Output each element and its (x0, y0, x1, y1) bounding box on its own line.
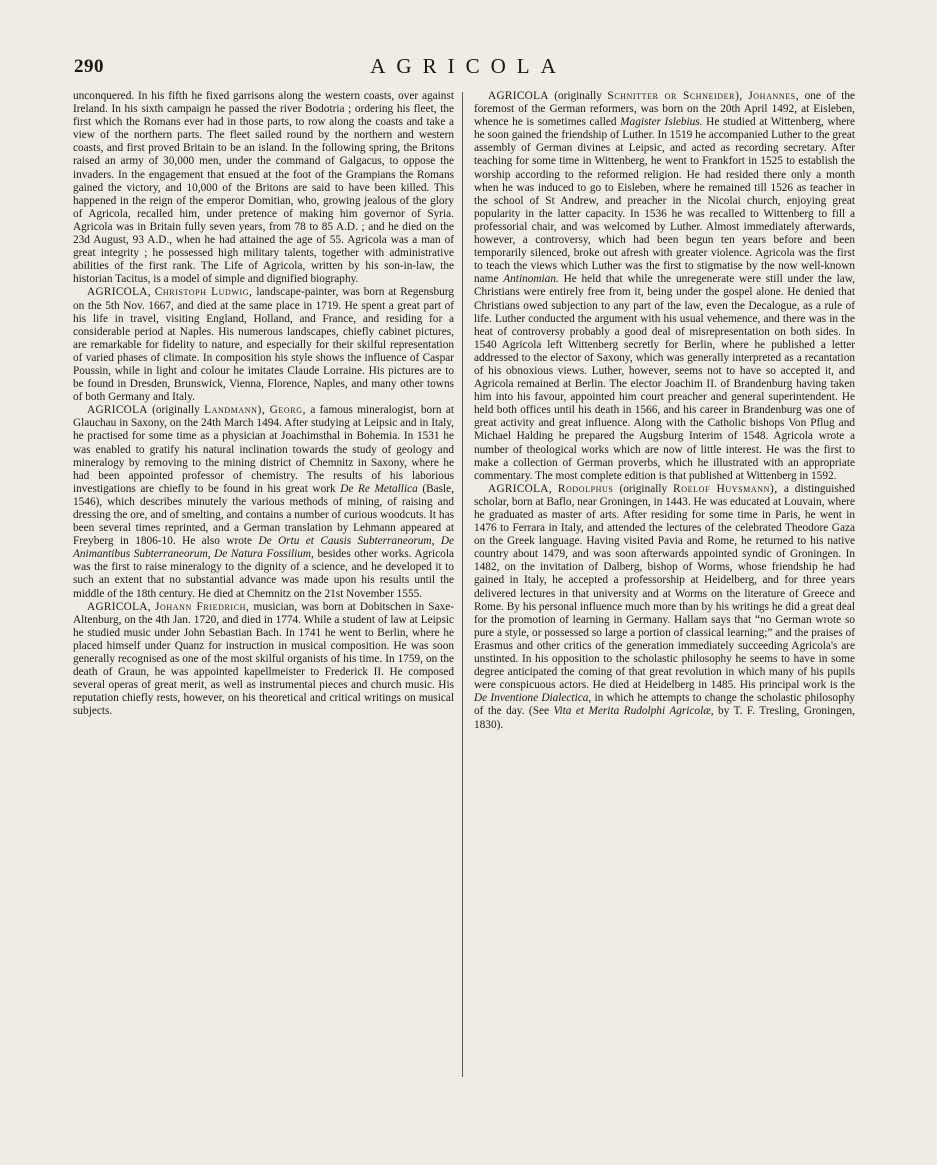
entry-head: AGRICOLA, (87, 600, 151, 613)
entry-name: Christoph Ludwig, (154, 286, 253, 299)
article-johann-friedrich: AGRICOLA, Johann Friedrich, musician, was born at Dobitschen in Saxe-Altenburg, on the 4th Jan. 1720, and died in 1774. While a student of law at Leipsic he studied music under John Sebastian Bach. In 1741 he went to Berlin, where he placed himself under Quanz for instruction in musical composition. He was soon generally recognised as one of the most skilful organists of his time. In 1759, on the death of Graun, he was appointed kapellmeister to Frederick II. He composed several operas of great merit, as well as instrumental pieces and church music. His reputation chiefly rests, however, on his theoretical and critical writings on musical subjects. (73, 600, 455, 718)
entry-head: AGRICOLA (488, 90, 549, 102)
work-title: Antinomian. (503, 273, 559, 286)
work-title: Vita et Merita Rudolphi Agricolæ, (553, 705, 714, 718)
column-divider (462, 92, 463, 1077)
article-georg: AGRICOLA (originally Landmann), Georg, a famous mineralogist, born at Glauchau in Saxony, on the 24th March 1494. After studying at Leipsic and in Italy, he practised for some time as a physician at Joachimsthal in Bohemia. In 1531 he was enabled to gratify his natural inclination towards the study of geology and mineralogy by removing to the mining district of Chemnitz in Saxony, where he had been appointed professor of chemistry. The results of his laborious investigations are chiefly to be found in his great work De Re Metallica (Basle, 1546), which describes minutely the various methods of mining, of raising and dressing the ore, and of smelting, and contains a number of curious woodcuts. It has been several times reprinted, and a German translation by Lehmann appeared at Freyberg in 1806-10. He also wrote De Ortu et Causis Subterraneorum, De Animantibus Subterraneorum, De Natura Fossilium, besides other works. Agricola was the first to raise mineralogy to the dignity of a science, and he developed it to such an extent that no substantial advance was made upon his results until the middle of the 18th century. He died at Chemnitz on the 21st November 1555. (73, 404, 455, 600)
work-title: De Ortu et Causis Subterraneorum, De Animantibus Subterraneorum, De Natura Fossilium, (73, 535, 454, 561)
article-rodolphus: AGRICOLA, Rodolphus (originally Roelof Huysmann), a distinguished scholar, born at Baflo, near Groningen, in 1443. He was educated at Louvain, where he graduated as master of arts. After residing for some time in Paris, he went in 1476 to Ferrara in Italy, and attended the lectures of the celebrated Theodore Gaza on the Greek language. Having visited Pavia and Rome, he returned to his native country about 1479, and was soon afterwards appointed syndic of Groningen. In 1482, on the invitation of Dalberg, bishop of Worms, whose friendship he had gained in Italy, he accepted a professorship at Heidelberg, and for three years delivered lectures in that university and at Worms on the literature of Greece and Rome. By his personal influence much more than by his writings he did a great deal for the promotion of learning in Germany. Hallam says that “no German wrote so pure a style, or possessed so large a portion of classical learning;” and the praises of Erasmus and other critics of the generation immediately succeeding Agricola's are unstinted. In his opposition to the scholastic philosophy he seems to have in some degree anticipated the coming of that great revolution in which many of his pupils were conspicuous actors. He died at Heidelberg in 1485. His principal work is the De Inventione Dialectica, in which he attempts to change the scholastic philosophy of the day. (See Vita et Merita Rudolphi Agricolæ, by T. F. Tresling, Groningen, 1830). (474, 482, 856, 731)
article-johannes: AGRICOLA (originally Schnitter or Schneider), Johannes, one of the foremost of the German reformers, was born on the 20th April 1492, at Eisleben, whence he is sometimes called Magister Islebius. He studied at Wittenberg, where he soon gained the friendship of Luther. In 1519 he accompanied Luther to the great assembly of German divines at Leipsic, and acted as recording secretary. After teaching for some time in Wittenberg, he went to Frankfort in 1525 to establish the worship according to the reformed religion. He had resided there only a month when he was induced to go to Eisleben, where he remained till 1526 as teacher in the school of St Andrew, and preacher in the Nicolai church, enjoying great popularity in the latter capacity. In 1536 he was recalled to Wittenberg to fill a professorial chair, and was welcomed by Luther. Almost immediately afterwards, however, a controversy, which had been begun ten years before and been temporarily silenced, broke out afresh with greater violence. Agricola was the first to teach the views which Luther was the first to stigmatise by the now well-known name Antinomian. He held that while the unregenerate were still under the law, Christians were entirely free from it, being under the gospel alone. He denied that Christians owed subjection to any part of the law, even the Decalogue, as a rule of life. Luther conducted the argument with his usual vehemence, and there was in the heat of controversy probably a good deal of misrepresentation on both sides. In 1540 Agricola left Wittenberg secretly for Berlin, where he published a letter addressed to the elector of Saxony, which was generally interpreted as a recantation of his obnoxious views. Luther, however, seems not to have so accepted it, and Agricola remained at Berlin. The elector Joachim II. of Brandenburg having taken him into his favour, appointed him court preacher and general superintendent. He held both offices until his death in 1566, and his career in Brandenburg was one of great activity and great influence. Along with the Catholic bishops Von Pflug and Michael Halding he prepared the Augsburg Interim of 1548. Agricola wrote a number of theological works which are now of little interest. He was the first to make a collection of German proverbs, which he illustrated with an appropriate commentary. The most complete edition is that published at Wittenberg in 1592. (474, 90, 856, 482)
entry-name: Rodolphus (557, 482, 614, 495)
article-christoph-ludwig: AGRICOLA, Christoph Ludwig, landscape-painter, was born at Regensburg on the 5th Nov. 1667, and died at the same place in 1719. He spent a great part of his life in travel, visiting England, Holland, and France, and residing for a considerable period at Naples. His numerous landscapes, chiefly cabinet pictures, are remarkable for fidelity to nature, and especially for their skilful representation of varied phases of climate. In composition his style shows the influence of Caspar Poussin, while in light and colour he imitates Claude Lorraine. His pictures are to be found in Dresden, Brunswick, Vienna, Florence, Naples, and many other towns of both Germany and Italy. (73, 286, 454, 404)
work-title: Magister Islebius. (620, 116, 703, 129)
entry-head: AGRICOLA (87, 404, 148, 417)
entry-head: AGRICOLA, (87, 286, 151, 299)
right-column (474, 90, 855, 732)
entry-name: Johannes, (748, 90, 800, 102)
page-number: 290 (74, 56, 104, 77)
entry-name: Johann Friedrich, (154, 600, 250, 613)
left-column (73, 90, 454, 719)
running-head: AGRICOLA (370, 54, 567, 78)
entry-head: AGRICOLA, (488, 482, 552, 495)
article-continuation-agricola: unconquered. In his fifth he fixed garrisons along the western coasts, over against Ireland. In his sixth campaign he passed the river Bodotria ; ordering his fleet, the first which the Romans ever had in those parts, to row along the coasts and take a view of the northern parts. The fleet sailed round by the northern and western coasts, and first proved Britain to be an island. In the following spring, the Britons raised an army of 30,000 men, under the command of Galgacus, to oppose the invaders. In the engagement that ensued at the foot of the Grampians the Romans gained the victory, and 10,000 of the Britons are said to have been killed. This happened in the reign of the emperor Domitian, who, growing jealous of the glory of Agricola, recalled him, under pretence of making him governor of Syria. Agricola was in Britain fully seven years, from 78 to 85 A.D. ; and he died on the 23d August, 93 A.D., when he had attained the age of 55. Agricola was a man of great integrity ; he possessed high military talents, together with administrative abilities of the first rank. The Life of Agricola, written by his son-in-law, the historian Tacitus, is a model of simple and dignified biography. (73, 90, 454, 286)
entry-name: Georg, (269, 404, 307, 417)
work-title: De Re Metallica (340, 482, 418, 495)
work-title: De Inventione Dialectica, (474, 692, 592, 705)
